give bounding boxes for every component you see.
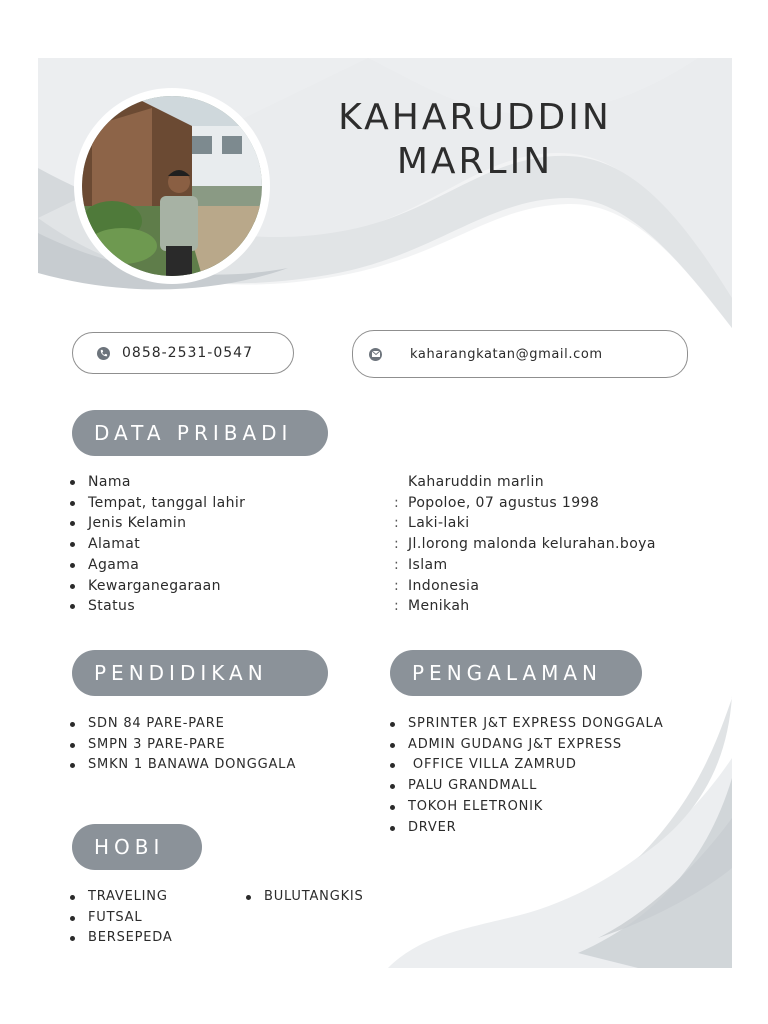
list-item: BULUTANGKIS <box>246 887 364 908</box>
value-row: : Laki-laki <box>394 515 470 532</box>
list-item: Kewarganegaraan <box>70 576 245 597</box>
value-text: Indonesia <box>408 577 480 594</box>
value-text: Kaharuddin marlin <box>408 474 545 490</box>
value-text: Laki-laki <box>408 515 470 532</box>
personal-data-labels <box>70 472 245 617</box>
list-item: TRAVELING <box>70 887 173 908</box>
education-list <box>70 714 296 776</box>
data-pribadi-heading: DATA PRIBADI <box>72 410 328 456</box>
list-item: FUTSAL <box>70 908 173 929</box>
value-row <box>394 472 656 493</box>
list-item: ADMIN GUDANG J&T EXPRESS <box>390 735 664 756</box>
email-icon <box>369 348 382 361</box>
value-text: Menikah <box>408 598 470 615</box>
list-item: TOKOH ELETRONIK <box>390 797 664 818</box>
name-first-line: KAHARUDDIN <box>338 97 612 138</box>
value-text: Popoloe, 07 agustus 1998 <box>408 494 600 511</box>
list-item: DRVER <box>390 818 664 839</box>
list-item: BERSEPEDA <box>70 928 173 949</box>
personal-data-values <box>394 472 656 617</box>
hobi-heading: HOBI <box>72 824 202 870</box>
list-item: OFFICE VILLA ZAMRUD <box>390 755 664 776</box>
experience-list <box>390 714 664 838</box>
list-item: SPRINTER J&T EXPRESS DONGGALA <box>390 714 664 735</box>
pengalaman-heading: PENGALAMAN <box>390 650 642 696</box>
email-address: kaharangkatan@gmail.com <box>410 346 603 362</box>
hobby-list-secondary <box>246 887 364 908</box>
list-item: Nama <box>70 472 245 493</box>
list-item: Tempat, tanggal lahir <box>70 493 245 514</box>
value-row: : Popoloe, 07 agustus 1998 <box>394 494 600 511</box>
value-text: Islam <box>408 556 448 573</box>
phone-pill <box>72 332 294 374</box>
list-item: Status <box>70 596 245 617</box>
value-row: : Jl.lorong malonda kelurahan.boya <box>394 536 656 553</box>
phone-number: 0858-2531-0547 <box>122 345 253 361</box>
phone-icon <box>97 347 110 360</box>
list-item: Jenis Kelamin <box>70 513 245 534</box>
list-item: SMKN 1 BANAWA DONGGALA <box>70 755 296 776</box>
value-row: : Islam <box>394 556 448 573</box>
list-item: SDN 84 PARE-PARE <box>70 714 296 735</box>
value-text: Jl.lorong malonda kelurahan.boya <box>408 536 656 553</box>
pendidikan-heading: PENDIDIKAN <box>72 650 328 696</box>
email-pill <box>352 330 688 378</box>
profile-photo <box>82 96 262 276</box>
hobby-list-primary <box>70 887 173 949</box>
name-second-line: MARLIN <box>396 141 554 182</box>
full-name <box>300 96 650 184</box>
value-row: : Menikah <box>394 598 470 615</box>
list-item: Agama <box>70 555 245 576</box>
list-item: SMPN 3 PARE-PARE <box>70 735 296 756</box>
list-item: Alamat <box>70 534 245 555</box>
list-item: PALU GRANDMALL <box>390 776 664 797</box>
value-row: : Indonesia <box>394 577 480 594</box>
